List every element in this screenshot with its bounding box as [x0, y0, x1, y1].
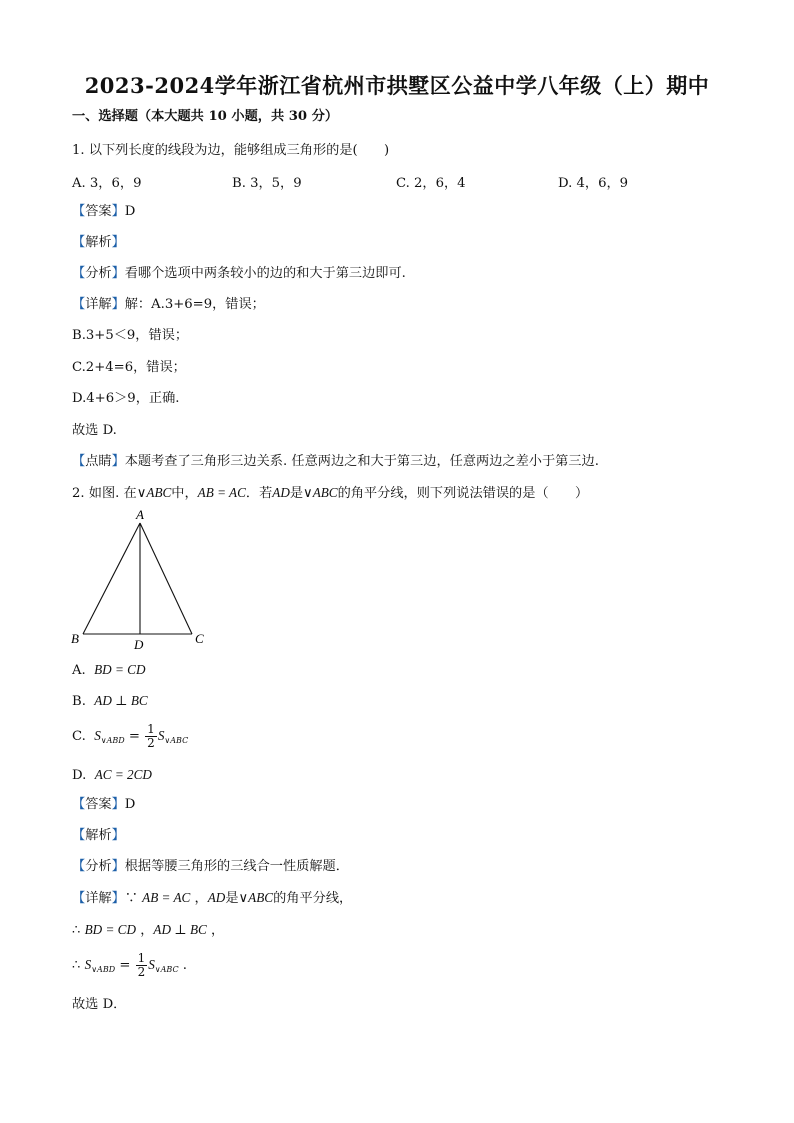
area-symbol: S	[84, 957, 92, 972]
label-a: A	[136, 507, 144, 522]
fraction-half	[136, 952, 148, 979]
label-d: D	[134, 637, 144, 652]
answer-tag: 答案	[85, 204, 112, 219]
triangle-figure	[66, 505, 216, 655]
fraction-denominator: 2	[137, 965, 146, 979]
option-text: AD ⊥ BC	[94, 693, 148, 708]
option-letter: D.	[72, 768, 87, 783]
q2-stem-part: 是	[225, 891, 239, 906]
q1-dianjing: 【点睛】本题考查了三角形三边关系. 任意两边之和大于第三边，任意两边之差小于第三边.	[72, 454, 599, 469]
q2-option-b	[72, 692, 148, 711]
q2-segment: AD	[272, 485, 290, 500]
area-subscript: ∨ABC	[154, 965, 179, 974]
area-symbol: S	[94, 728, 101, 743]
q2-option-a	[72, 661, 146, 680]
option-text: AC = 2CD	[94, 767, 152, 782]
section-heading: 一、选择题（本大题共 10 小题，共 30 分）	[72, 109, 339, 124]
side-ac	[140, 523, 192, 634]
therefore-symbol: ∴	[72, 958, 85, 973]
q2-fenxi: 【分析】根据等腰三角形的三线合一性质解题．	[72, 859, 349, 874]
q2-stem-part: 2. 如图. 在	[72, 486, 137, 501]
fraction-numerator: 1	[147, 722, 155, 736]
label-c: C	[195, 631, 204, 646]
q2-option-d	[72, 766, 152, 785]
q1-stem: 1. 以下列长度的线段为边，能够组成三角形的是( )	[72, 143, 390, 158]
q2-segment: AD	[207, 890, 226, 905]
area-symbol: S	[148, 957, 155, 972]
equals-sign: =	[115, 958, 135, 973]
equals-sign: =	[124, 729, 145, 744]
side-ab	[83, 523, 140, 634]
q2-stem-part: 的角平分线，则下列说法错误的是（ ）	[337, 486, 589, 501]
q1-option-a: A. 3，6，9	[72, 176, 142, 191]
q2-stem-part: ．若	[245, 486, 273, 501]
fenxi-text: 看哪个选项中两条较小的边的和大于第三边即可.	[124, 266, 406, 281]
fenxi-tag: 分析	[85, 859, 112, 874]
punctuation: ，	[206, 923, 225, 938]
q2-stem-part: 中，	[171, 486, 198, 501]
xiangjie-tag: 详解	[85, 891, 112, 906]
q1-conclusion: 故选 D.	[72, 423, 117, 438]
punctuation: ，	[190, 891, 208, 906]
q2-conclusion: 故选 D．	[72, 997, 127, 1012]
analysis-tag: 解析	[85, 828, 112, 843]
fenxi-text: 根据等腰三角形的三线合一性质解题．	[124, 859, 349, 874]
q2-equation: AB = AC	[197, 485, 246, 500]
option-letter: C.	[72, 729, 86, 744]
punctuation: .	[178, 958, 187, 973]
fenxi-tag: 分析	[85, 266, 112, 281]
q2-equation: AD ⊥ BC	[153, 922, 207, 937]
q2-stem-part: 是	[289, 486, 304, 501]
q1-option-b: B. 3，5，9	[232, 176, 302, 191]
fraction-half	[145, 723, 157, 750]
q1-analysis-heading: 【解析】	[72, 235, 125, 250]
answer-value: D	[124, 204, 136, 219]
q2-derivation-2	[72, 950, 187, 985]
q2-analysis-heading: 【解析】	[72, 828, 125, 843]
q2-equation: BD = CD	[84, 922, 136, 937]
q2-text: 的角平分线，	[273, 891, 353, 906]
q1-option-d: D. 4，6，9	[558, 176, 629, 191]
q2-triangle-symbol: ∨ABC	[136, 485, 172, 500]
q2-stem	[72, 484, 588, 503]
punctuation: ，	[136, 923, 154, 938]
analysis-tag: 解析	[85, 235, 112, 250]
because-symbol: ∵	[124, 891, 143, 906]
q2-triangle-symbol: ∨ABC	[303, 485, 338, 500]
xiangjie-text: 解：A.3+6=9，错误；	[124, 297, 265, 312]
q2-option-c	[72, 721, 188, 756]
q2-derivation-1	[72, 921, 224, 940]
fraction-numerator: 1	[137, 951, 146, 965]
q1-step-d: D.4+6＞9，正确.	[72, 391, 180, 406]
answer-tag: 答案	[85, 797, 112, 812]
dianjing-tag: 点睛	[85, 454, 112, 469]
q2-answer: 【答案】D	[72, 797, 136, 812]
dianjing-text: 本题考查了三角形三边关系. 任意两边之和大于第三边，任意两边之差小于第三边.	[124, 454, 599, 469]
page-title: 2023-2024学年浙江省杭州市拱墅区公益中学八年级（上）期中	[84, 73, 710, 98]
q1-fenxi: 【分析】看哪个选项中两条较小的边的和大于第三边即可.	[72, 266, 406, 281]
therefore-symbol: ∴	[72, 923, 85, 938]
area-symbol: S	[157, 728, 165, 743]
q1-answer: 【答案】D	[72, 204, 136, 219]
option-text: BD = CD	[94, 662, 146, 677]
q2-equation: AB = AC	[142, 890, 191, 905]
option-letter: A.	[72, 663, 86, 678]
q2-triangle-symbol: ∨ABC	[238, 890, 274, 905]
q1-option-c: C. 2，6，4	[396, 176, 466, 191]
area-subscript: ∨ABC	[164, 736, 189, 745]
answer-value: D	[124, 797, 136, 812]
q1-step-b: B.3+5＜9，错误；	[72, 328, 189, 343]
option-letter: B.	[72, 694, 86, 709]
area-subscript: ∨ABD	[100, 736, 125, 745]
area-subscript: ∨ABD	[91, 965, 116, 974]
q1-xiangjie: 【详解】解：A.3+6=9，错误；	[72, 297, 265, 312]
q2-xiangjie: 【详解】∵ AB = AC ，AD是∨ABC的角平分线，	[72, 890, 353, 906]
fraction-denominator: 2	[147, 736, 155, 750]
xiangjie-tag: 详解	[85, 297, 112, 312]
q1-step-c: C.2+4=6，错误；	[72, 360, 186, 375]
label-b: B	[71, 631, 79, 646]
